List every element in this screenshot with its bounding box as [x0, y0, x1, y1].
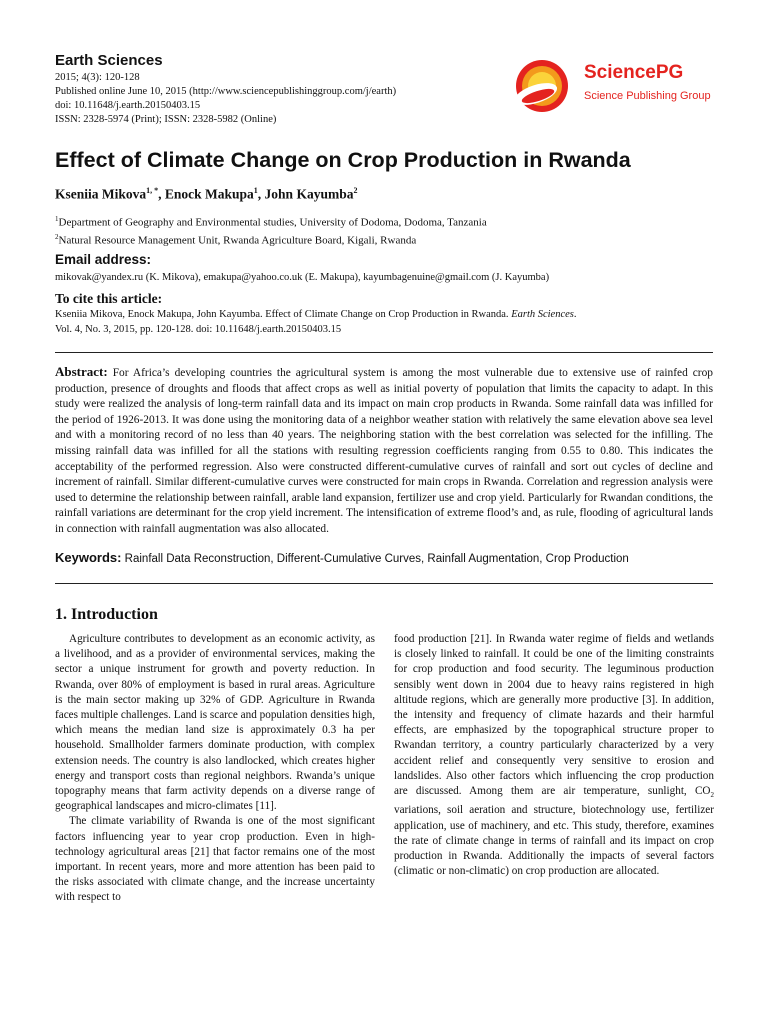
affiliation-num: 1: [55, 215, 59, 223]
paragraph: The climate variability of Rwanda is one of the most significant factors influencing year to year crop production. Even in high-technology agricultural areas [21] that factor remains one of the most important. In recent years, more and more attention has been paid to the risks associated with climate change, and the increase uncertainty with respect to: [55, 815, 375, 904]
paragraph: Agriculture contributes to development as an economic activity, as a livelihood, and as a provider of environmental services, making the sector a unique instrument for growth and poverty reduction. In Rwanda, over 80% of employment is based in rural areas. Agriculture is the main sector making up 32% of GDP. Agriculture in Rwanda faces multiple challenges. Land is scarce and population densities high, which means the median land size is approximately 0.3 ha per household. Smallholder farmers dominate production, with complex extension needs. The country is also landlocked, which creates higher energy and transport costs than regional neighbors. Rwanda’s unique topography means that farm activity depends on a diverse range of geographical landscapes and micro-climates [11].: [55, 633, 375, 813]
citation-journal: Earth Sciences: [511, 309, 574, 320]
citation-end: .: [573, 309, 577, 320]
left-column: [55, 632, 375, 906]
affiliation-text: Natural Resource Management Unit, Rwanda Agriculture Board, Kigali, Rwanda: [58, 234, 417, 247]
citation: [55, 307, 715, 337]
paragraph-text: food production [21]. In Rwanda water regime of fields and wetlands is closely linked to rainfall. It could be one of the limiting constraints for crop production and food security. The leguminous production sensibly went down in 2004 due to heavy rains registered in high altitude regions, which are generally more productive [3]. In addition, the intensity and frequency of climate hazards and their harmful effects, are emphasized by the topographical structure proper to Rwandan territory, a country particularly characterized by a very accident relief and consequently very sensitive to erosion and landslides. Also other factors which influencing the crop production are discussed. Among them are air temperature, sunlight, CO: [394, 633, 714, 798]
subscript: 2: [710, 791, 714, 800]
citation-volume: Vol. 4, No. 3, 2015, pp. 120-128. doi: 10.11648/j.earth.20150403.15: [55, 324, 342, 335]
authors: Kseniia Mikova$^{1, *}$, Enock Makupa$^1$, John Kayumba$^2$: [55, 186, 358, 202]
citation-text: Kseniia Mikova, Enock Makupa, John Kayumba. Effect of Climate Change on Crop Production in Rwanda.: [55, 309, 512, 320]
author-name: Kseniia Mikova: [55, 186, 147, 202]
author-name: Enock Makupa: [164, 186, 254, 202]
abstract: [55, 364, 713, 538]
divider: [55, 583, 713, 584]
keywords-text: Rainfall Data Reconstruction, Different-Cumulative Curves, Rainfall Augmentation, Crop Production: [124, 553, 629, 565]
abstract-text: For Africa’s developing countries the agricultural system is among the most vulnerable due to extensive use of rainfed crop production, presence of droughts and floods that affect crops as well as initial poverty of population that limits the capacity to adapt. In this study were realized the analysis of long-term rainfall data and its impact on main crop products in Rwanda. Some rainfall data was infilled for the period of 1926-2013. It was done using the monitoring data of a neighbor weather station with relatively the same elevation above sea level and with a monitoring record of no less than 40 years. The neighboring station with the best correlation was selected for the infilling. The missing rainfall data was infilled for all the stations with resulting regression coefficients ranging from 0.55 to 0.80. This indicates the acceptability of the performed regression. Also were constructed different-cumulative curves of rainfall and sort out cycles of decline and increment of rainfall. Similar different-cumulative curves were constructed for main crops in Rwanda. Correlation and regression analysis were used to determine the relationship between rainfall, arable land expansion, fertilizer use and crop yield. Particularly for Rwandan conditions, the rainfall variations are determinant for the crop yield increment. The intensification of extreme flood’s and, as rule, flooding of agricultural lands in connection with rainfall augmentation was also allocated.: [55, 367, 713, 535]
keywords-label: Keywords:: [55, 550, 122, 565]
divider: [55, 352, 713, 353]
volume-pages: 2015; 4(3): 120-128: [55, 72, 140, 83]
affiliation-text: Department of Geography and Environmental studies, University of Dodoma, Dodoma, Tanzania: [58, 216, 487, 229]
section-heading: 1. Introduction: [55, 606, 158, 623]
published-online: Published online June 10, 2015 (http://www.sciencepublishinggroup.com/j/earth): [55, 86, 397, 97]
paper-title: Effect of Climate Change on Crop Production in Rwanda: [55, 148, 631, 172]
right-column: [394, 632, 714, 879]
sciencepg-logo: [512, 56, 722, 116]
paragraph-text: variations, soil aeration and structure, biotechnology use, fertilizer application, use of machinery, and etc. This study, therefore, examines the rate of climate change in terms of rainfall and its impact on crop production in Rwanda. Additionally the impacts of several factors (climatic or non-climatic) on crop production are allocated.: [394, 804, 714, 878]
issn: ISSN: 2328-5974 (Print); ISSN: 2328-5982 (Online): [55, 114, 277, 125]
author-mark: 1: [253, 186, 258, 195]
keywords: [55, 550, 715, 565]
logo-subtitle: Science Publishing Group: [584, 90, 711, 102]
affiliation-num: 2: [55, 233, 59, 241]
abstract-label: Abstract:: [55, 364, 108, 379]
doi: doi: 10.11648/j.earth.20150403.15: [55, 100, 201, 111]
cite-heading: To cite this article:: [55, 291, 163, 306]
email-heading: Email address:: [55, 252, 152, 267]
author-name: John Kayumba: [264, 186, 354, 202]
affiliation: [55, 215, 487, 229]
author-mark: 1, *: [146, 186, 159, 195]
paragraph: [394, 632, 714, 879]
journal-name: Earth Sciences: [55, 52, 163, 69]
email-list: mikovak@yandex.ru (K. Mikova), emakupa@yahoo.co.uk (E. Makupa), kayumbagenuine@gmail.com (J. Kayumba): [55, 272, 550, 283]
logo-brand: SciencePG: [584, 62, 684, 83]
author-mark: 2: [353, 186, 358, 195]
affiliation: [55, 233, 416, 247]
logo-swirl-icon: [512, 56, 578, 116]
